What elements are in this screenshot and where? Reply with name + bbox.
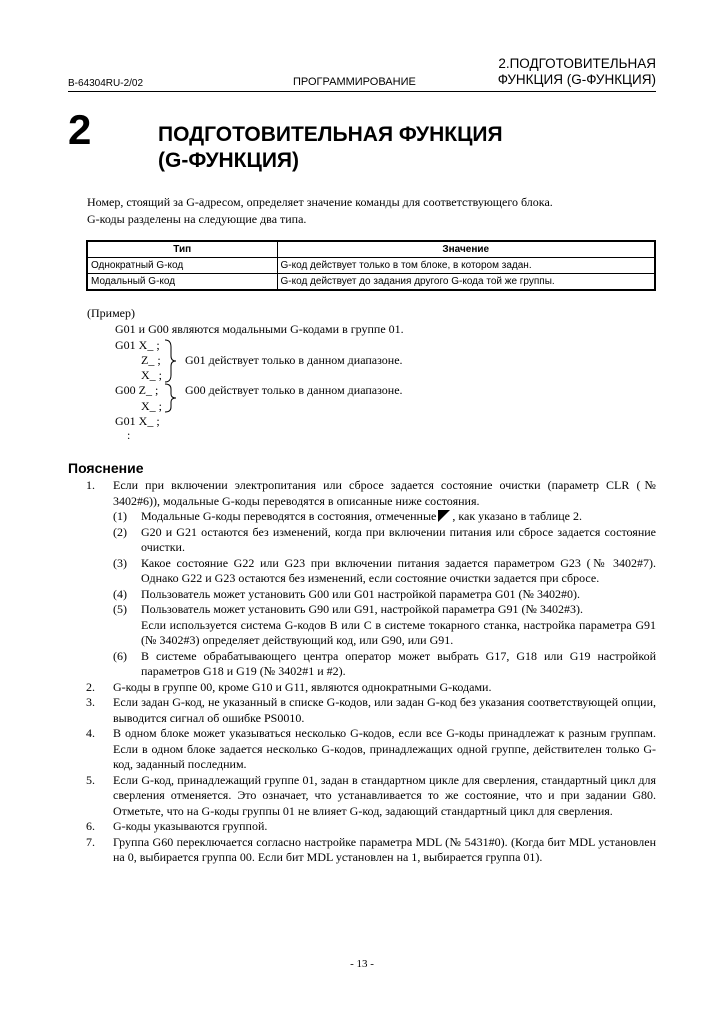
section-name: ПРОГРАММИРОВАНИЕ xyxy=(293,76,416,88)
sub-item xyxy=(68,509,656,525)
section-heading: Пояснение xyxy=(68,460,144,476)
item-number: 1. xyxy=(86,478,95,492)
intro-paragraph xyxy=(87,194,553,228)
list-item xyxy=(68,773,656,820)
header-type: Тип xyxy=(87,241,277,258)
sub-item-number: (5) xyxy=(113,602,127,616)
cell-type: Однократный G-код xyxy=(87,258,277,274)
doc-code: B-64304RU-2/02 xyxy=(68,78,144,89)
right-brace-icon xyxy=(163,383,177,413)
sub-item-number: (1) xyxy=(113,509,127,523)
example-line: G01 X_ ; xyxy=(115,338,160,352)
explanation-list xyxy=(68,478,656,866)
chapter-title xyxy=(158,122,503,174)
example-line: X_ ; xyxy=(141,368,162,382)
list-item xyxy=(68,478,656,509)
page-number: - 13 - xyxy=(350,958,374,970)
list-item xyxy=(68,835,656,866)
header-rule xyxy=(68,91,656,92)
item-text: G-коды в группе 00, кроме G10 и G11, являются однократными G-кодами. xyxy=(113,679,492,694)
example-line: X_ ; xyxy=(141,399,162,413)
example-line: : xyxy=(127,428,131,442)
item-number: 6. xyxy=(86,819,95,833)
table-header-row xyxy=(87,241,655,258)
table-row xyxy=(87,274,655,291)
sub-item-number: (2) xyxy=(113,524,127,539)
chapter-number: 2 xyxy=(68,106,92,153)
sub-item xyxy=(68,525,656,556)
sub-item xyxy=(68,587,656,603)
list-item xyxy=(68,680,656,696)
sub-item-text: В системе обрабатывающего центра оператор может выбрать G17, G18 или G19 настройкой параметров G18 и G19 (№ 3402#1 и #2). xyxy=(141,648,656,678)
example-line: G00 Z_ ; xyxy=(115,383,159,397)
sub-item-number: (3) xyxy=(113,555,127,570)
running-title-line1: 2.ПОДГОТОВИТЕЛЬНАЯ xyxy=(498,56,656,71)
right-brace-icon xyxy=(163,339,177,383)
sub-item-number: (6) xyxy=(113,648,127,663)
sub-item-text: Какое состояние G22 или G23 при включении питания задается параметром G23 (№ 3402#7). Однако G22 и G23 остаются без изменений, если состояние очистки задается при сбросе. xyxy=(141,555,656,585)
sub-item-continuation: Если используется система G-кодов B или C в системе токарного станка, настройка параметра G91 (№ 3402#3) определяет действующий код, или G90, или G91. xyxy=(141,617,656,647)
g-code-types-table xyxy=(86,240,656,291)
item-text: Группа G60 переключается согласно настройке параметра MDL (№ 5431#0). (Когда бит MDL установлен на 0, выбирается группа 00. Если бит MDL установлен на 1, выбирается группа 01). xyxy=(113,834,656,864)
sub-item xyxy=(68,556,656,587)
header-meaning: Значение xyxy=(277,241,655,258)
example-note-g00: G00 действует только в данном диапазоне. xyxy=(185,383,403,397)
item-number: 7. xyxy=(86,834,95,849)
sub-item-text: , как указано в таблице 2. xyxy=(452,509,582,523)
intro-line2: G-коды разделены на следующие два типа. xyxy=(87,212,307,226)
item-number: 3. xyxy=(86,695,95,709)
running-chapter-title xyxy=(498,56,656,88)
item-number: 5. xyxy=(86,772,95,787)
sub-item-text: G20 и G21 остаются без изменений, когда при включении питания или сбросе задается состояние очистки. xyxy=(141,524,656,554)
sub-item-text: Пользователь может установить G00 или G01 настройкой параметра G01 (№ 3402#0). xyxy=(141,586,580,601)
item-text: Если задан G-код, не указанный в списке G-кодов, или задан G-код без указания соответствующей опции, выводится сигнал об ошибке PS0010. xyxy=(113,695,656,725)
chapter-title-line1: ПОДГОТОВИТЕЛЬНАЯ ФУНКЦИЯ xyxy=(158,123,503,146)
sub-item xyxy=(68,602,656,618)
chapter-title-line2: (G-ФУНКЦИЯ) xyxy=(158,149,300,172)
sub-item-text: Пользователь может установить G90 или G91, настройкой параметра G91 (№ 3402#3). xyxy=(141,602,583,616)
example-line: G01 X_ ; xyxy=(115,414,160,428)
item-text: Если при включении электропитания или сбросе задается состояние очистки (параметр CLR (№ 3402#6)), модальные G-коды переводятся в описанные ниже состояния. xyxy=(113,478,656,508)
example-line: Z_ ; xyxy=(141,353,161,367)
item-number: 4. xyxy=(86,726,95,740)
example-label: (Пример) xyxy=(87,306,135,320)
sub-item-text: Модальные G-коды переводятся в состояния, отмеченные xyxy=(141,509,437,523)
sub-item-number: (4) xyxy=(113,586,127,601)
intro-line1: Номер, стоящий за G-адресом, определяет значение команды для соответствующего блока. xyxy=(87,195,553,209)
example-description: G01 и G00 являются модальными G-кодами в группе 01. xyxy=(115,322,404,336)
cell-meaning: G-код действует до задания другого G-кода той же группы. xyxy=(277,274,655,291)
item-number: 2. xyxy=(86,679,95,694)
item-text: Если G-код, принадлежащий группе 01, задан в стандартном цикле для сверления, стандартный цикл для сверления отменяется. Это означает, что устанавливается то же состояние, что и при задании G80. Отметьте, что на G-коды группы 01 не влияет G-код, задающий стандартный цикл для сверления. xyxy=(113,772,656,818)
sub-item xyxy=(68,649,656,680)
item-text: В одном блоке может указываться несколько G-кодов, если все G-коды принадлежат к разным группам. Если в одном блоке задается несколько G-кодов, принадлежащих одной группе, действителен только G-код, заданный последним. xyxy=(113,726,656,771)
example-note-g01: G01 действует только в данном диапазоне. xyxy=(185,353,403,367)
running-title-line2: ФУНКЦИЯ (G-ФУНКЦИЯ) xyxy=(497,72,656,87)
list-item xyxy=(68,726,656,773)
table-row xyxy=(87,258,655,274)
marker-triangle-icon xyxy=(438,510,450,522)
cell-meaning: G-код действует только в том блоке, в котором задан. xyxy=(277,258,655,274)
list-item xyxy=(68,695,656,726)
item-text: G-коды указываются группой. xyxy=(113,819,268,833)
cell-type: Модальный G-код xyxy=(87,274,277,291)
list-item xyxy=(68,819,656,835)
